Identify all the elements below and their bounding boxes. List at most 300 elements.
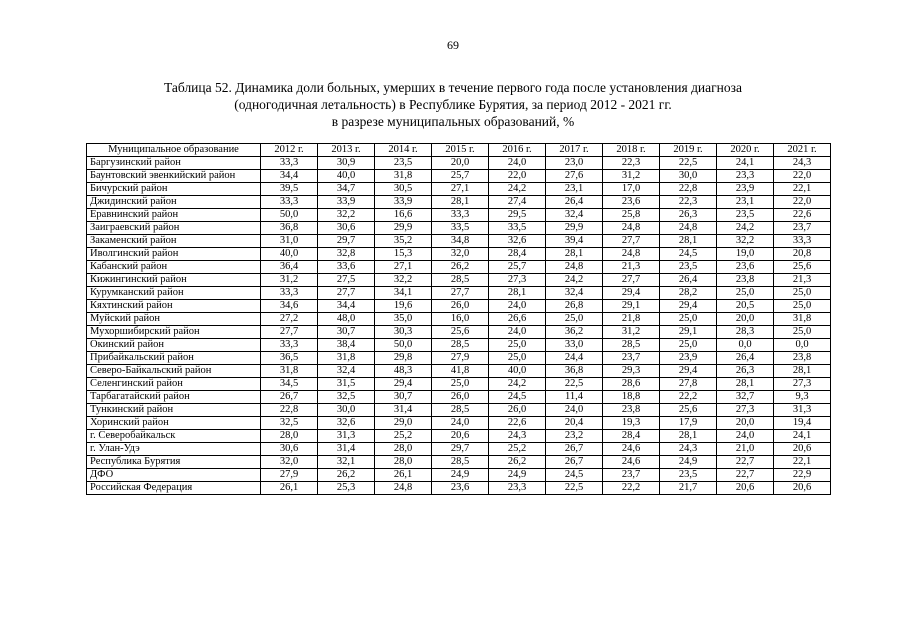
value-cell: 22,0 xyxy=(489,170,546,183)
value-cell: 19,4 xyxy=(774,417,831,430)
value-cell: 28,1 xyxy=(432,196,489,209)
value-cell: 24,3 xyxy=(660,443,717,456)
value-cell: 29,3 xyxy=(603,365,660,378)
table-row xyxy=(87,391,831,404)
column-header-year: 2019 г. xyxy=(660,144,717,157)
value-cell: 24,0 xyxy=(489,300,546,313)
value-cell: 40,0 xyxy=(318,170,375,183)
table-row xyxy=(87,417,831,430)
municipality-name-cell: Кяхтинский район xyxy=(87,300,261,313)
value-cell: 24,1 xyxy=(717,157,774,170)
value-cell: 26,0 xyxy=(432,391,489,404)
value-cell: 24,9 xyxy=(660,456,717,469)
value-cell: 22,0 xyxy=(774,196,831,209)
value-cell: 39,5 xyxy=(261,183,318,196)
value-cell: 26,2 xyxy=(432,261,489,274)
value-cell: 25,0 xyxy=(432,378,489,391)
value-cell: 28,1 xyxy=(489,287,546,300)
value-cell: 26,3 xyxy=(660,209,717,222)
value-cell: 28,0 xyxy=(375,456,432,469)
table-row xyxy=(87,235,831,248)
value-cell: 27,7 xyxy=(261,326,318,339)
value-cell: 20,5 xyxy=(717,300,774,313)
value-cell: 28,4 xyxy=(489,248,546,261)
value-cell: 32,7 xyxy=(717,391,774,404)
value-cell: 11,4 xyxy=(546,391,603,404)
value-cell: 16,6 xyxy=(375,209,432,222)
value-cell: 34,6 xyxy=(261,300,318,313)
value-cell: 24,2 xyxy=(489,378,546,391)
value-cell: 18,8 xyxy=(603,391,660,404)
value-cell: 25,6 xyxy=(774,261,831,274)
value-cell: 25,2 xyxy=(489,443,546,456)
value-cell: 36,2 xyxy=(546,326,603,339)
value-cell: 34,4 xyxy=(318,300,375,313)
value-cell: 24,1 xyxy=(774,430,831,443)
value-cell: 23,6 xyxy=(603,196,660,209)
municipality-name-cell: Курумканский район xyxy=(87,287,261,300)
table-row xyxy=(87,456,831,469)
value-cell: 25,0 xyxy=(489,352,546,365)
value-cell: 20,0 xyxy=(717,417,774,430)
value-cell: 25,3 xyxy=(318,482,375,495)
value-cell: 26,0 xyxy=(489,404,546,417)
value-cell: 23,0 xyxy=(546,157,603,170)
value-cell: 23,5 xyxy=(660,261,717,274)
table-row xyxy=(87,339,831,352)
value-cell: 32,0 xyxy=(261,456,318,469)
value-cell: 22,0 xyxy=(774,170,831,183)
value-cell: 21,3 xyxy=(603,261,660,274)
table-row xyxy=(87,378,831,391)
value-cell: 25,0 xyxy=(774,326,831,339)
value-cell: 41,8 xyxy=(432,365,489,378)
value-cell: 27,7 xyxy=(432,287,489,300)
value-cell: 22,2 xyxy=(603,482,660,495)
table-row xyxy=(87,183,831,196)
table-row xyxy=(87,469,831,482)
value-cell: 32,1 xyxy=(318,456,375,469)
value-cell: 29,0 xyxy=(375,417,432,430)
value-cell: 23,3 xyxy=(717,170,774,183)
table-row xyxy=(87,443,831,456)
caption-line-1: Таблица 52. Динамика доли больных, умерших в течение первого года после установления диагноза xyxy=(164,80,742,95)
value-cell: 23,9 xyxy=(660,352,717,365)
value-cell: 23,6 xyxy=(432,482,489,495)
value-cell: 23,7 xyxy=(603,352,660,365)
value-cell: 30,6 xyxy=(261,443,318,456)
value-cell: 26,7 xyxy=(261,391,318,404)
value-cell: 23,5 xyxy=(660,469,717,482)
value-cell: 24,0 xyxy=(489,326,546,339)
value-cell: 22,8 xyxy=(261,404,318,417)
value-cell: 25,0 xyxy=(660,313,717,326)
value-cell: 31,4 xyxy=(318,443,375,456)
value-cell: 27,7 xyxy=(603,274,660,287)
value-cell: 50,0 xyxy=(261,209,318,222)
value-cell: 28,5 xyxy=(432,274,489,287)
value-cell: 23,8 xyxy=(717,274,774,287)
value-cell: 24,6 xyxy=(603,443,660,456)
value-cell: 24,9 xyxy=(489,469,546,482)
value-cell: 27,3 xyxy=(489,274,546,287)
value-cell: 17,0 xyxy=(603,183,660,196)
value-cell: 31,2 xyxy=(261,274,318,287)
municipality-name-cell: Хоринский район xyxy=(87,417,261,430)
value-cell: 23,8 xyxy=(603,404,660,417)
value-cell: 16,0 xyxy=(432,313,489,326)
value-cell: 30,0 xyxy=(318,404,375,417)
value-cell: 32,0 xyxy=(432,248,489,261)
column-header-year: 2013 г. xyxy=(318,144,375,157)
value-cell: 33,6 xyxy=(318,261,375,274)
municipality-name-cell: Мухоршибирский район xyxy=(87,326,261,339)
value-cell: 30,5 xyxy=(375,183,432,196)
value-cell: 35,0 xyxy=(375,313,432,326)
municipality-name-cell: Республика Бурятия xyxy=(87,456,261,469)
value-cell: 28,1 xyxy=(774,365,831,378)
value-cell: 23,1 xyxy=(717,196,774,209)
value-cell: 23,3 xyxy=(489,482,546,495)
value-cell: 26,1 xyxy=(375,469,432,482)
value-cell: 27,3 xyxy=(717,404,774,417)
value-cell: 48,0 xyxy=(318,313,375,326)
value-cell: 26,0 xyxy=(432,300,489,313)
table-row xyxy=(87,352,831,365)
table-row xyxy=(87,274,831,287)
value-cell: 22,1 xyxy=(774,183,831,196)
value-cell: 33,3 xyxy=(261,196,318,209)
value-cell: 33,5 xyxy=(432,222,489,235)
value-cell: 29,8 xyxy=(375,352,432,365)
value-cell: 22,5 xyxy=(660,157,717,170)
table-row xyxy=(87,170,831,183)
value-cell: 31,8 xyxy=(375,170,432,183)
value-cell: 22,8 xyxy=(660,183,717,196)
column-header-year: 2016 г. xyxy=(489,144,546,157)
table-row xyxy=(87,482,831,495)
value-cell: 26,4 xyxy=(546,196,603,209)
value-cell: 19,3 xyxy=(603,417,660,430)
value-cell: 26,2 xyxy=(489,456,546,469)
table-row xyxy=(87,196,831,209)
table-row xyxy=(87,430,831,443)
value-cell: 24,5 xyxy=(489,391,546,404)
value-cell: 27,4 xyxy=(489,196,546,209)
value-cell: 27,7 xyxy=(318,287,375,300)
value-cell: 24,2 xyxy=(489,183,546,196)
value-cell: 24,5 xyxy=(660,248,717,261)
column-header-year: 2018 г. xyxy=(603,144,660,157)
value-cell: 27,1 xyxy=(432,183,489,196)
value-cell: 27,2 xyxy=(261,313,318,326)
municipality-name-cell: Селенгинский район xyxy=(87,378,261,391)
value-cell: 24,8 xyxy=(546,261,603,274)
value-cell: 36,8 xyxy=(546,365,603,378)
value-cell: 23,2 xyxy=(546,430,603,443)
page-number: 69 xyxy=(447,38,459,52)
value-cell: 24,0 xyxy=(432,417,489,430)
value-cell: 23,5 xyxy=(375,157,432,170)
value-cell: 28,1 xyxy=(660,430,717,443)
value-cell: 21,0 xyxy=(717,443,774,456)
value-cell: 32,6 xyxy=(318,417,375,430)
value-cell: 25,2 xyxy=(375,430,432,443)
value-cell: 27,6 xyxy=(546,170,603,183)
value-cell: 22,7 xyxy=(717,469,774,482)
value-cell: 27,5 xyxy=(318,274,375,287)
value-cell: 33,3 xyxy=(261,339,318,352)
value-cell: 25,0 xyxy=(660,339,717,352)
value-cell: 31,5 xyxy=(318,378,375,391)
column-header-year: 2014 г. xyxy=(375,144,432,157)
value-cell: 21,8 xyxy=(603,313,660,326)
value-cell: 24,3 xyxy=(489,430,546,443)
value-cell: 25,0 xyxy=(489,339,546,352)
value-cell: 24,2 xyxy=(546,274,603,287)
value-cell: 32,5 xyxy=(318,391,375,404)
value-cell: 29,4 xyxy=(660,300,717,313)
value-cell: 31,2 xyxy=(603,170,660,183)
value-cell: 38,4 xyxy=(318,339,375,352)
value-cell: 22,5 xyxy=(546,378,603,391)
table-row xyxy=(87,313,831,326)
value-cell: 33,9 xyxy=(318,196,375,209)
value-cell: 29,1 xyxy=(660,326,717,339)
value-cell: 35,2 xyxy=(375,235,432,248)
value-cell: 29,4 xyxy=(375,378,432,391)
municipality-name-cell: г. Северобайкальск xyxy=(87,430,261,443)
value-cell: 25,6 xyxy=(660,404,717,417)
mortality-table xyxy=(86,143,831,495)
value-cell: 28,5 xyxy=(603,339,660,352)
value-cell: 33,3 xyxy=(261,157,318,170)
value-cell: 32,4 xyxy=(546,209,603,222)
value-cell: 33,3 xyxy=(432,209,489,222)
value-cell: 24,2 xyxy=(717,222,774,235)
value-cell: 24,0 xyxy=(489,157,546,170)
value-cell: 36,8 xyxy=(261,222,318,235)
municipality-name-cell: Окинский район xyxy=(87,339,261,352)
value-cell: 28,0 xyxy=(261,430,318,443)
value-cell: 34,4 xyxy=(261,170,318,183)
value-cell: 25,6 xyxy=(432,326,489,339)
value-cell: 32,6 xyxy=(489,235,546,248)
value-cell: 26,2 xyxy=(318,469,375,482)
table-body xyxy=(87,157,831,495)
value-cell: 34,5 xyxy=(261,378,318,391)
value-cell: 29,7 xyxy=(318,235,375,248)
column-header-year: 2021 г. xyxy=(774,144,831,157)
value-cell: 32,4 xyxy=(318,365,375,378)
municipality-name-cell: Джидинский район xyxy=(87,196,261,209)
value-cell: 32,2 xyxy=(375,274,432,287)
value-cell: 19,0 xyxy=(717,248,774,261)
value-cell: 23,9 xyxy=(717,183,774,196)
value-cell: 24,8 xyxy=(375,482,432,495)
column-header-year: 2015 г. xyxy=(432,144,489,157)
value-cell: 28,5 xyxy=(432,404,489,417)
table-header-row xyxy=(87,144,831,157)
value-cell: 34,1 xyxy=(375,287,432,300)
municipality-name-cell: Закаменский район xyxy=(87,235,261,248)
value-cell: 50,0 xyxy=(375,339,432,352)
value-cell: 28,1 xyxy=(660,235,717,248)
value-cell: 30,3 xyxy=(375,326,432,339)
value-cell: 15,3 xyxy=(375,248,432,261)
municipality-name-cell: ДФО xyxy=(87,469,261,482)
value-cell: 23,6 xyxy=(717,261,774,274)
value-cell: 29,7 xyxy=(432,443,489,456)
value-cell: 26,4 xyxy=(660,274,717,287)
value-cell: 26,7 xyxy=(546,443,603,456)
value-cell: 29,1 xyxy=(603,300,660,313)
value-cell: 26,4 xyxy=(717,352,774,365)
municipality-name-cell: Баунтовский эвенкийский район xyxy=(87,170,261,183)
value-cell: 28,6 xyxy=(603,378,660,391)
municipality-name-cell: Тункинский район xyxy=(87,404,261,417)
value-cell: 24,0 xyxy=(546,404,603,417)
value-cell: 0,0 xyxy=(717,339,774,352)
value-cell: 26,1 xyxy=(261,482,318,495)
value-cell: 30,9 xyxy=(318,157,375,170)
table-row xyxy=(87,261,831,274)
value-cell: 22,5 xyxy=(546,482,603,495)
table-row xyxy=(87,222,831,235)
value-cell: 33,5 xyxy=(489,222,546,235)
value-cell: 36,5 xyxy=(261,352,318,365)
value-cell: 29,9 xyxy=(546,222,603,235)
table-caption xyxy=(0,79,906,130)
value-cell: 24,5 xyxy=(546,469,603,482)
value-cell: 25,0 xyxy=(717,287,774,300)
value-cell: 21,3 xyxy=(774,274,831,287)
value-cell: 29,9 xyxy=(375,222,432,235)
value-cell: 48,3 xyxy=(375,365,432,378)
value-cell: 24,9 xyxy=(432,469,489,482)
value-cell: 21,7 xyxy=(660,482,717,495)
caption-line-2: (одногодичная летальность) в Республике Бурятия, за период 2012 - 2021 гг. xyxy=(234,97,672,112)
value-cell: 31,8 xyxy=(318,352,375,365)
value-cell: 31,4 xyxy=(375,404,432,417)
table-row xyxy=(87,248,831,261)
value-cell: 24,4 xyxy=(546,352,603,365)
value-cell: 33,0 xyxy=(546,339,603,352)
column-header-municipality: Муниципальное образование xyxy=(87,144,261,157)
value-cell: 33,9 xyxy=(375,196,432,209)
municipality-name-cell: Баргузинский район xyxy=(87,157,261,170)
value-cell: 24,8 xyxy=(660,222,717,235)
value-cell: 22,6 xyxy=(774,209,831,222)
table-row xyxy=(87,287,831,300)
value-cell: 27,7 xyxy=(603,235,660,248)
value-cell: 28,1 xyxy=(717,378,774,391)
municipality-name-cell: Кижингинский район xyxy=(87,274,261,287)
value-cell: 20,6 xyxy=(432,430,489,443)
value-cell: 24,3 xyxy=(774,157,831,170)
value-cell: 26,3 xyxy=(717,365,774,378)
value-cell: 34,8 xyxy=(432,235,489,248)
column-header-year: 2012 г. xyxy=(261,144,318,157)
value-cell: 24,8 xyxy=(603,248,660,261)
value-cell: 39,4 xyxy=(546,235,603,248)
value-cell: 30,6 xyxy=(318,222,375,235)
value-cell: 25,0 xyxy=(546,313,603,326)
value-cell: 22,6 xyxy=(489,417,546,430)
value-cell: 9,3 xyxy=(774,391,831,404)
value-cell: 20,6 xyxy=(717,482,774,495)
table-row xyxy=(87,326,831,339)
value-cell: 40,0 xyxy=(489,365,546,378)
value-cell: 24,6 xyxy=(603,456,660,469)
value-cell: 20,0 xyxy=(717,313,774,326)
value-cell: 32,2 xyxy=(717,235,774,248)
value-cell: 24,8 xyxy=(603,222,660,235)
value-cell: 27,1 xyxy=(375,261,432,274)
value-cell: 25,8 xyxy=(603,209,660,222)
value-cell: 20,8 xyxy=(774,248,831,261)
value-cell: 28,1 xyxy=(546,248,603,261)
value-cell: 32,2 xyxy=(318,209,375,222)
value-cell: 31,8 xyxy=(774,313,831,326)
value-cell: 29,4 xyxy=(603,287,660,300)
value-cell: 30,7 xyxy=(318,326,375,339)
value-cell: 28,5 xyxy=(432,456,489,469)
value-cell: 31,8 xyxy=(261,365,318,378)
value-cell: 28,4 xyxy=(603,430,660,443)
value-cell: 31,3 xyxy=(318,430,375,443)
municipality-name-cell: Северо-Байкальский район xyxy=(87,365,261,378)
value-cell: 22,2 xyxy=(660,391,717,404)
value-cell: 22,1 xyxy=(774,456,831,469)
value-cell: 28,2 xyxy=(660,287,717,300)
value-cell: 22,3 xyxy=(660,196,717,209)
value-cell: 29,5 xyxy=(489,209,546,222)
value-cell: 20,6 xyxy=(774,443,831,456)
value-cell: 26,7 xyxy=(546,456,603,469)
value-cell: 32,5 xyxy=(261,417,318,430)
value-cell: 31,3 xyxy=(774,404,831,417)
value-cell: 30,0 xyxy=(660,170,717,183)
table-row xyxy=(87,300,831,313)
municipality-name-cell: Иволгинский район xyxy=(87,248,261,261)
column-header-year: 2020 г. xyxy=(717,144,774,157)
table-row xyxy=(87,157,831,170)
value-cell: 24,0 xyxy=(717,430,774,443)
municipality-name-cell: Кабанский район xyxy=(87,261,261,274)
value-cell: 22,3 xyxy=(603,157,660,170)
value-cell: 27,8 xyxy=(660,378,717,391)
municipality-name-cell: Тарбагатайский район xyxy=(87,391,261,404)
value-cell: 25,7 xyxy=(489,261,546,274)
municipality-name-cell: г. Улан-Удэ xyxy=(87,443,261,456)
value-cell: 26,6 xyxy=(489,313,546,326)
value-cell: 28,0 xyxy=(375,443,432,456)
value-cell: 23,1 xyxy=(546,183,603,196)
caption-line-3: в разрезе муниципальных образований, % xyxy=(331,114,575,129)
municipality-name-cell: Заиграевский район xyxy=(87,222,261,235)
value-cell: 23,8 xyxy=(774,352,831,365)
value-cell: 23,5 xyxy=(717,209,774,222)
value-cell: 25,0 xyxy=(774,287,831,300)
value-cell: 31,0 xyxy=(261,235,318,248)
municipality-name-cell: Прибайкальский район xyxy=(87,352,261,365)
value-cell: 29,4 xyxy=(660,365,717,378)
value-cell: 36,4 xyxy=(261,261,318,274)
municipality-name-cell: Российская Федерация xyxy=(87,482,261,495)
value-cell: 32,8 xyxy=(318,248,375,261)
value-cell: 17,9 xyxy=(660,417,717,430)
